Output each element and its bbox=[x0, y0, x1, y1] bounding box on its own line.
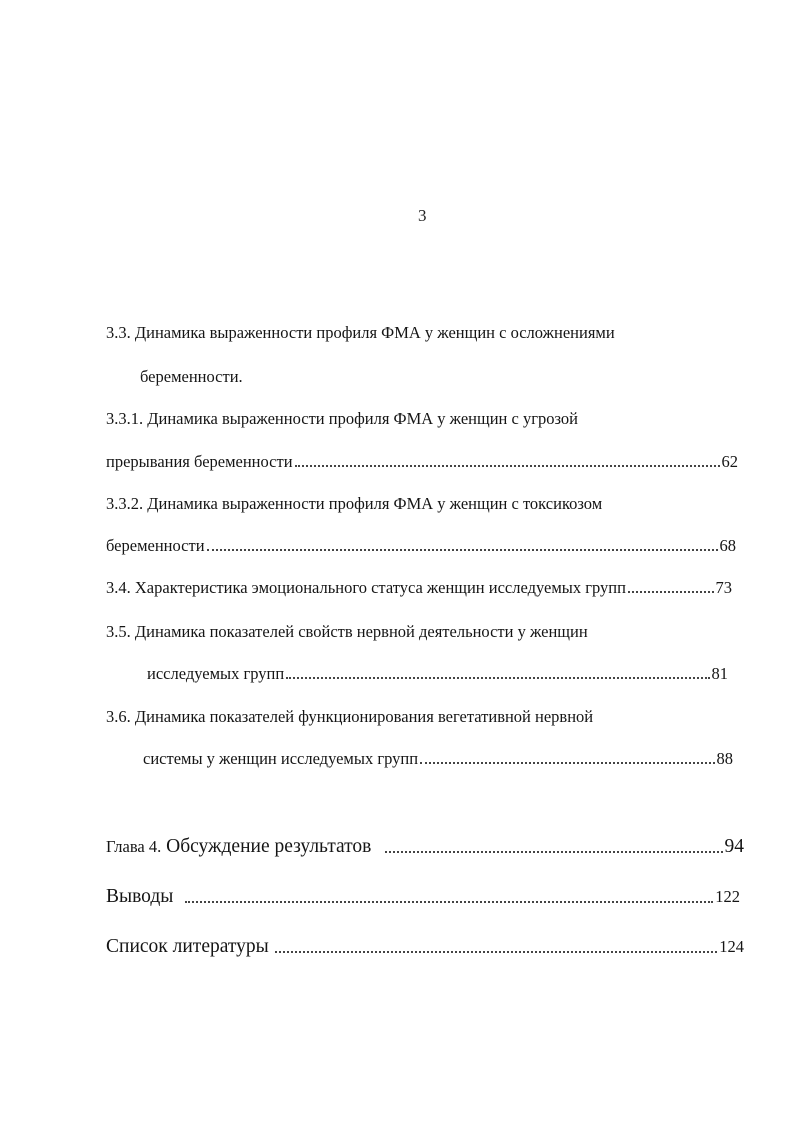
toc-entry-3-3-2[interactable] bbox=[106, 536, 736, 556]
toc-entry-3-3-1-title: 3.3.1. Динамика выраженности профиля ФМА у женщин с угрозой bbox=[106, 409, 578, 428]
toc-entry-label: исследуемых групп bbox=[147, 664, 285, 683]
toc-entry-label: 3.4. Характеристика эмоционального статуса женщин исследуемых групп bbox=[106, 578, 626, 597]
toc-entry-label bbox=[106, 836, 371, 858]
page-number: 3 bbox=[418, 206, 427, 225]
toc-entry-3-4[interactable] bbox=[106, 578, 732, 598]
dot-leader bbox=[185, 901, 713, 903]
dot-leader bbox=[207, 549, 718, 551]
toc-page-number: 124 bbox=[719, 937, 744, 956]
chapter-title: Обсуждение результатов bbox=[166, 836, 372, 857]
dot-leader bbox=[628, 591, 714, 593]
toc-page-number: 62 bbox=[721, 452, 738, 471]
toc-entry-3-3-continuation: беременности. bbox=[140, 367, 243, 386]
toc-entry-3-3-2-title: 3.3.2. Динамика выраженности профиля ФМА у женщин с токсикозом bbox=[106, 494, 603, 513]
toc-entry-label: беременности bbox=[106, 536, 205, 555]
toc-entry-label: системы у женщин исследуемых групп bbox=[143, 749, 419, 768]
toc-entry-3-6[interactable] bbox=[143, 749, 733, 769]
toc-page-number: 68 bbox=[719, 536, 736, 555]
toc-entry-label: Выводы bbox=[106, 886, 174, 907]
toc-page-number: 81 bbox=[711, 664, 728, 683]
dot-leader bbox=[286, 677, 709, 679]
toc-entry-label: прерывания беременности bbox=[106, 452, 293, 471]
dot-leader bbox=[420, 762, 714, 764]
toc-page-number: 122 bbox=[715, 887, 740, 906]
toc-entry-3-5[interactable] bbox=[147, 664, 728, 684]
toc-entry-chapter-4[interactable] bbox=[106, 836, 744, 858]
dot-leader bbox=[275, 951, 718, 953]
chapter-prefix: Глава 4. bbox=[106, 837, 162, 856]
toc-entry-label: Список литературы bbox=[106, 936, 269, 957]
dot-leader bbox=[295, 465, 720, 467]
toc-entry-3-5-title: 3.5. Динамика показателей свойств нервной деятельности у женщин bbox=[106, 622, 588, 641]
toc-page-number: 94 bbox=[724, 836, 744, 857]
toc-entry-3-3-1[interactable] bbox=[106, 452, 738, 472]
dot-leader bbox=[385, 851, 722, 853]
toc-page-number: 88 bbox=[716, 749, 733, 768]
toc-entry-3-3-title: 3.3. Динамика выраженности профиля ФМА у женщин с осложнениями bbox=[106, 323, 615, 342]
toc-entry-references[interactable] bbox=[106, 936, 744, 958]
toc-page-number: 73 bbox=[715, 578, 732, 597]
toc-entry-conclusions[interactable] bbox=[106, 886, 740, 908]
toc-entry-3-6-title: 3.6. Динамика показателей функционирования вегетативной нервной bbox=[106, 707, 594, 726]
